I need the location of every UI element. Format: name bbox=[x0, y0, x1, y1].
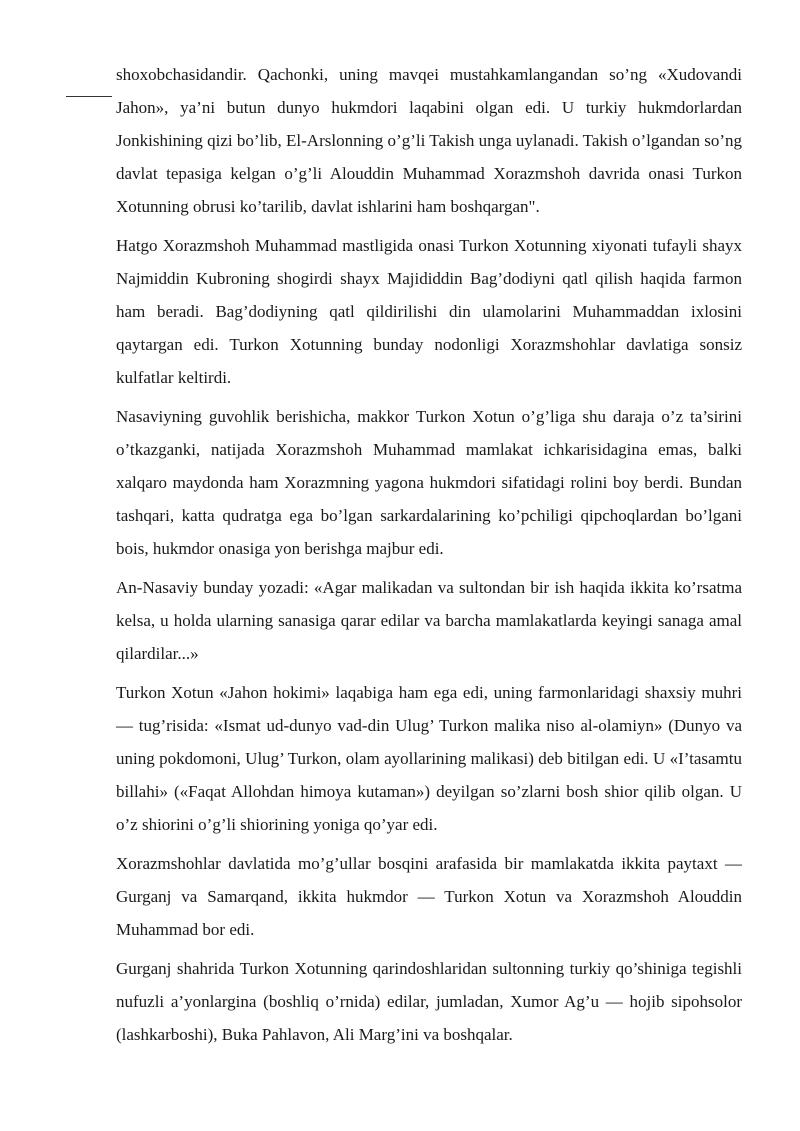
paragraph: shoxobchasidandir. Qachonki, uning mavqei mustahkamlangandan so’ng «Xudovandi Jahon», ya’ni butun dunyo hukmdori laqabini olgan edi. U turkiy hukmdorlardan Jonkishining qizi bo’lib, El-Arslonning o’g’li Takish unga uylanadi. Takish o’lgandan so’ng davlat tepasiga kelgan o’g’li Alouddin Muhammad Xorazmshoh davrida onasi Turkon Xotunning obrusi ko’tarilib, davlat ishlarini ham boshqargan". bbox=[116, 65, 742, 216]
paragraph: Gurganj shahrida Turkon Xotunning qarindoshlaridan sultonning turkiy qo’shiniga tegishli nufuzli a’yonlargina (boshliq o’rnida) edilar, jumladan, Xumor Ag’u — hojib sipohsolor (lashkarboshi), Buka Pahlavon, Ali Marg’ini va boshqalar. bbox=[116, 959, 742, 1044]
paragraph: Turkon Xotun «Jahon hokimi» laqabiga ham ega edi, uning farmonlaridagi shaxsiy muhri — tug’risida: «Ismat ud-dunyo vad-din Ulug’ Turkon malika niso al-olamiyn» (Dunyo va uning pokdomoni, Ulug’ Turkon, olam ayollarining malikasi) deb bitilgan edi. U «I’tasamtu billahi» («Faqat Allohdan himoya kutaman») deyilgan so’zlarni bosh shior qilib olgan. U o’z shiorini o’g’li shiorining yoniga qo’yar edi. bbox=[116, 683, 742, 834]
footnote-rule bbox=[66, 96, 112, 97]
paragraph: An-Nasaviy bunday yozadi: «Agar malikadan va sultondan bir ish haqida ikkita ko’rsatma kelsa, u holda ularning sanasiga qarar edilar va barcha mamlakatlarda keyingi sanaga amal qilardilar...» bbox=[116, 578, 742, 663]
document-body bbox=[116, 58, 742, 1057]
paragraph: Hatgo Xorazmshoh Muhammad mastligida onasi Turkon Xotunning xiyonati tufayli shayx Najmiddin Kubroning shogirdi shayx Majididdin Bag’dodiyni qatl qilish haqida farmon ham beradi. Bag’dodiyning qatl qildirilishi din ulamolarini Muhammaddan ixlosini qaytargan edi. Turkon Xotunning bunday nodonligi Xorazmshohlar davlatiga sonsiz kulfatlar keltirdi. bbox=[116, 236, 742, 387]
paragraph: Xorazmshohlar davlatida mo’g’ullar bosqini arafasida bir mamlakatda ikkita paytaxt — Gurganj va Samarqand, ikkita hukmdor — Turkon Xotun va Xorazmshoh Alouddin Muhammad bor edi. bbox=[116, 854, 742, 939]
paragraph: Nasaviyning guvohlik berishicha, makkor Turkon Xotun o’g’liga shu daraja o’z ta’sirini o’tkazganki, natijada Xorazmshoh Muhammad mamlakat ichkarisidagina emas, balki xalqaro maydonda ham Xorazmning yagona hukmdori sifatidagi rolini boy berdi. Bundan tashqari, katta qudratga ega bo’lgan sarkardalarining ko’pchiligi qipchoqlardan bo’lgani bois, hukmdor onasiga yon berishga majbur edi. bbox=[116, 407, 742, 558]
